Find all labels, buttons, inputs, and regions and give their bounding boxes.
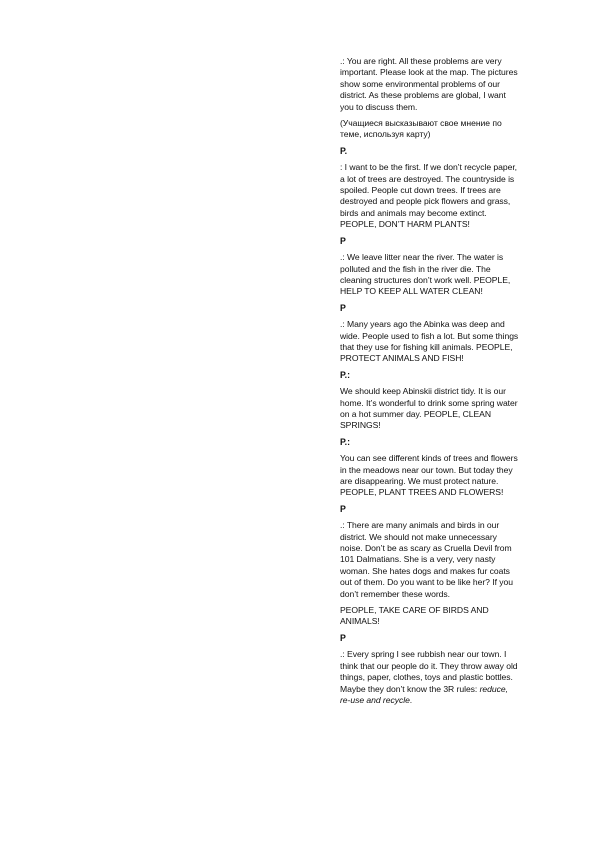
speaker-label: P.: [340, 145, 348, 156]
paragraph-last-text: .: Every spring I see rubbish near our town. I think that our people do it. They throw away old things, paper, clothes, toys and plastic bottles. Maybe they don’t know the 3R rules:: [340, 649, 518, 694]
speaker-label: P: [340, 235, 346, 246]
paragraph: .: There are many animals and birds in our district. We should not make unnecessary noise. Don’t be as scary as Cruella Devil from 101 Dalmatians. She is a very, very nasty woman. She hates dogs and makes fur coats out of them. Do you want to be like her? If you don’t remember these words.: [340, 520, 513, 599]
text-column: [340, 56, 552, 711]
speaker-label: P.:: [340, 436, 350, 447]
paragraph-russian-note: (Учащиеся высказывают свое мнение по теме, используя карту): [340, 118, 502, 140]
paragraph: : I want to be the first. If we don’t recycle paper, a lot of trees are destroyed. The countryside is spoiled. People cut down trees. If trees are destroyed and people pick flowers and grass, birds and animals may become extinct. PEOPLE, DON’T HARM PLANTS!: [340, 162, 518, 230]
paragraph: We should keep Abinskii district tidy. It is our home. It’s wonderful to drink some spring water on a hot summer day. PEOPLE, CLEAN SPRINGS!: [340, 386, 518, 431]
paragraph: PEOPLE, TAKE CARE OF BIRDS AND ANIMALS!: [340, 605, 489, 627]
speaker-label: P: [340, 632, 346, 643]
paragraph-last: [340, 649, 552, 706]
speaker-label: P: [340, 503, 346, 514]
paragraph-last-end: .: [409, 694, 413, 705]
speaker-label: P: [340, 302, 346, 313]
paragraph: .: You are right. All these problems are very important. Please look at the map. The pictures show some environmental problems of our district. As these problems are global, I want you to discuss them.: [340, 56, 518, 112]
paragraph-last-italic: reduce, re-use and recycle: [340, 683, 508, 705]
paragraph: .: We leave litter near the river. The water is polluted and the fish in the river die. The cleaning structures don’t work well. PEOPLE, HELP TO KEEP ALL WATER CLEAN!: [340, 252, 511, 297]
paragraph: .: Many years ago the Abinka was deep and wide. People used to fish a lot. But some things that they use for fishing kill animals. PEOPLE, PROTECT ANIMALS AND FISH!: [340, 319, 519, 364]
paragraph: You can see different kinds of trees and flowers in the meadows near our town. But today they are disappearing. We must protect nature. PEOPLE, PLANT TREES AND FLOWERS!: [340, 453, 518, 498]
speaker-label: P.:: [340, 369, 350, 380]
